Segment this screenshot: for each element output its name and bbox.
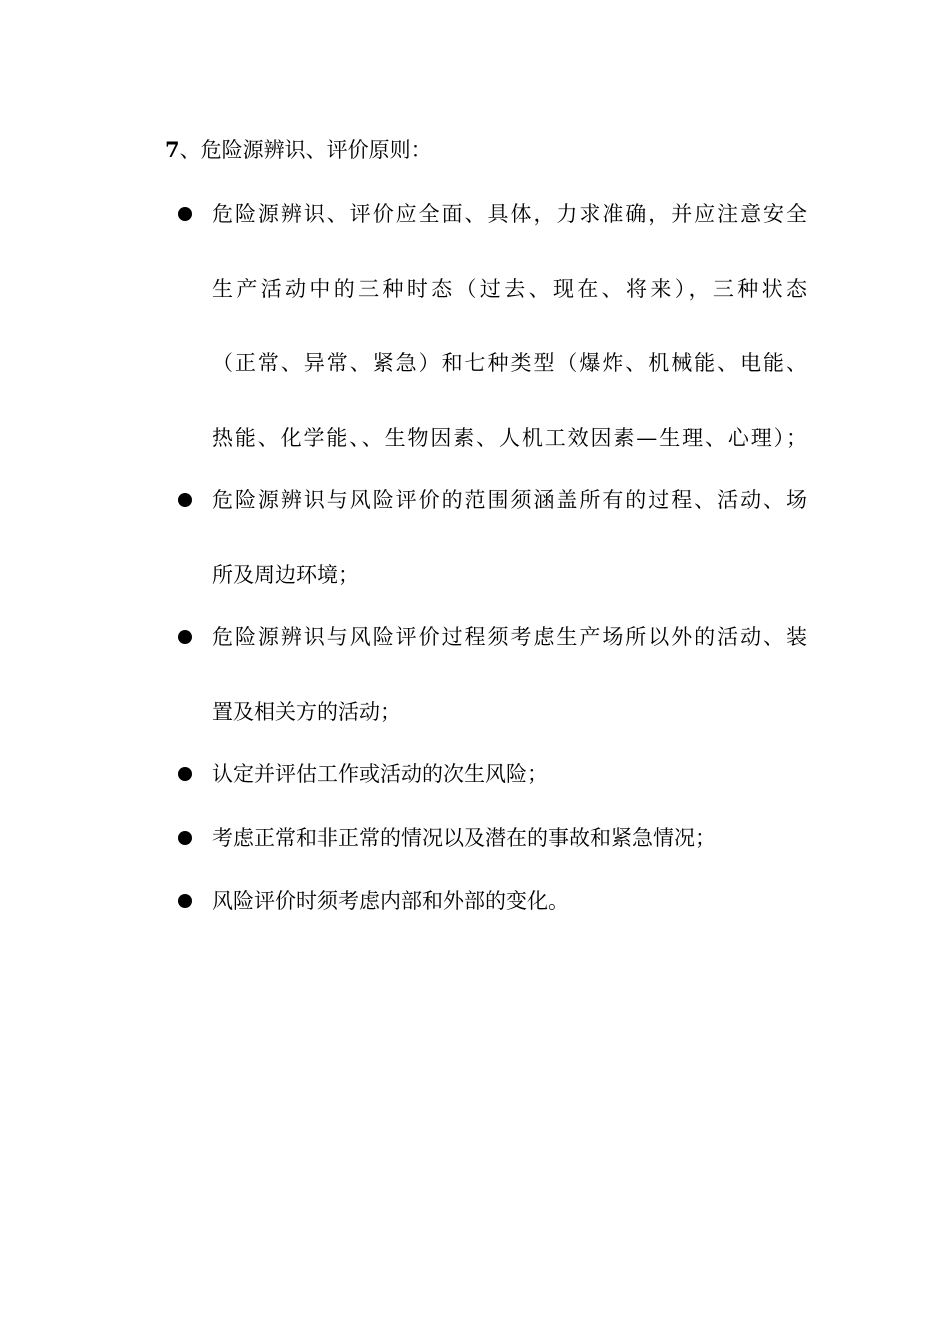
bullet-icon bbox=[178, 894, 192, 908]
list-item-line: 风险评价时须考虑内部和外部的变化。 bbox=[212, 889, 569, 913]
list-item-line: 危险源辨识与风险评价的范围须涵盖所有的过程、活动、场 bbox=[212, 488, 807, 512]
bullet-icon bbox=[178, 630, 192, 644]
list-item-line: 认定并评估工作或活动的次生风险； bbox=[212, 762, 548, 786]
section-number: 7 bbox=[165, 137, 180, 162]
list-item-line: 危险源辨识与风险评价过程须考虑生产场所以外的活动、装 bbox=[212, 625, 807, 649]
list-item-line: 所及周边环境； bbox=[212, 563, 359, 587]
bullet-icon bbox=[178, 207, 192, 221]
list-item-line: （正常、异常、紧急）和七种类型（爆炸、机械能、电能、 bbox=[212, 351, 807, 375]
section-title: 、危险源辨识、评价原则： bbox=[179, 138, 432, 162]
bullet-icon bbox=[178, 493, 192, 507]
list-item-line: 考虑正常和非正常的情况以及潜在的事故和紧急情况； bbox=[212, 826, 716, 850]
bullet-icon bbox=[178, 767, 192, 781]
list-item-line: 热能、化学能、、生物因素、人机工效因素—生理、心理）； bbox=[212, 426, 807, 450]
list-item-line: 危险源辨识、评价应全面、具体，力求准确，并应注意安全 bbox=[212, 202, 807, 226]
bullet-icon bbox=[178, 831, 192, 845]
list-item-line: 置及相关方的活动； bbox=[212, 700, 401, 724]
list-item-line: 生产活动中的三种时态（过去、现在、将来），三种状态 bbox=[212, 277, 807, 301]
